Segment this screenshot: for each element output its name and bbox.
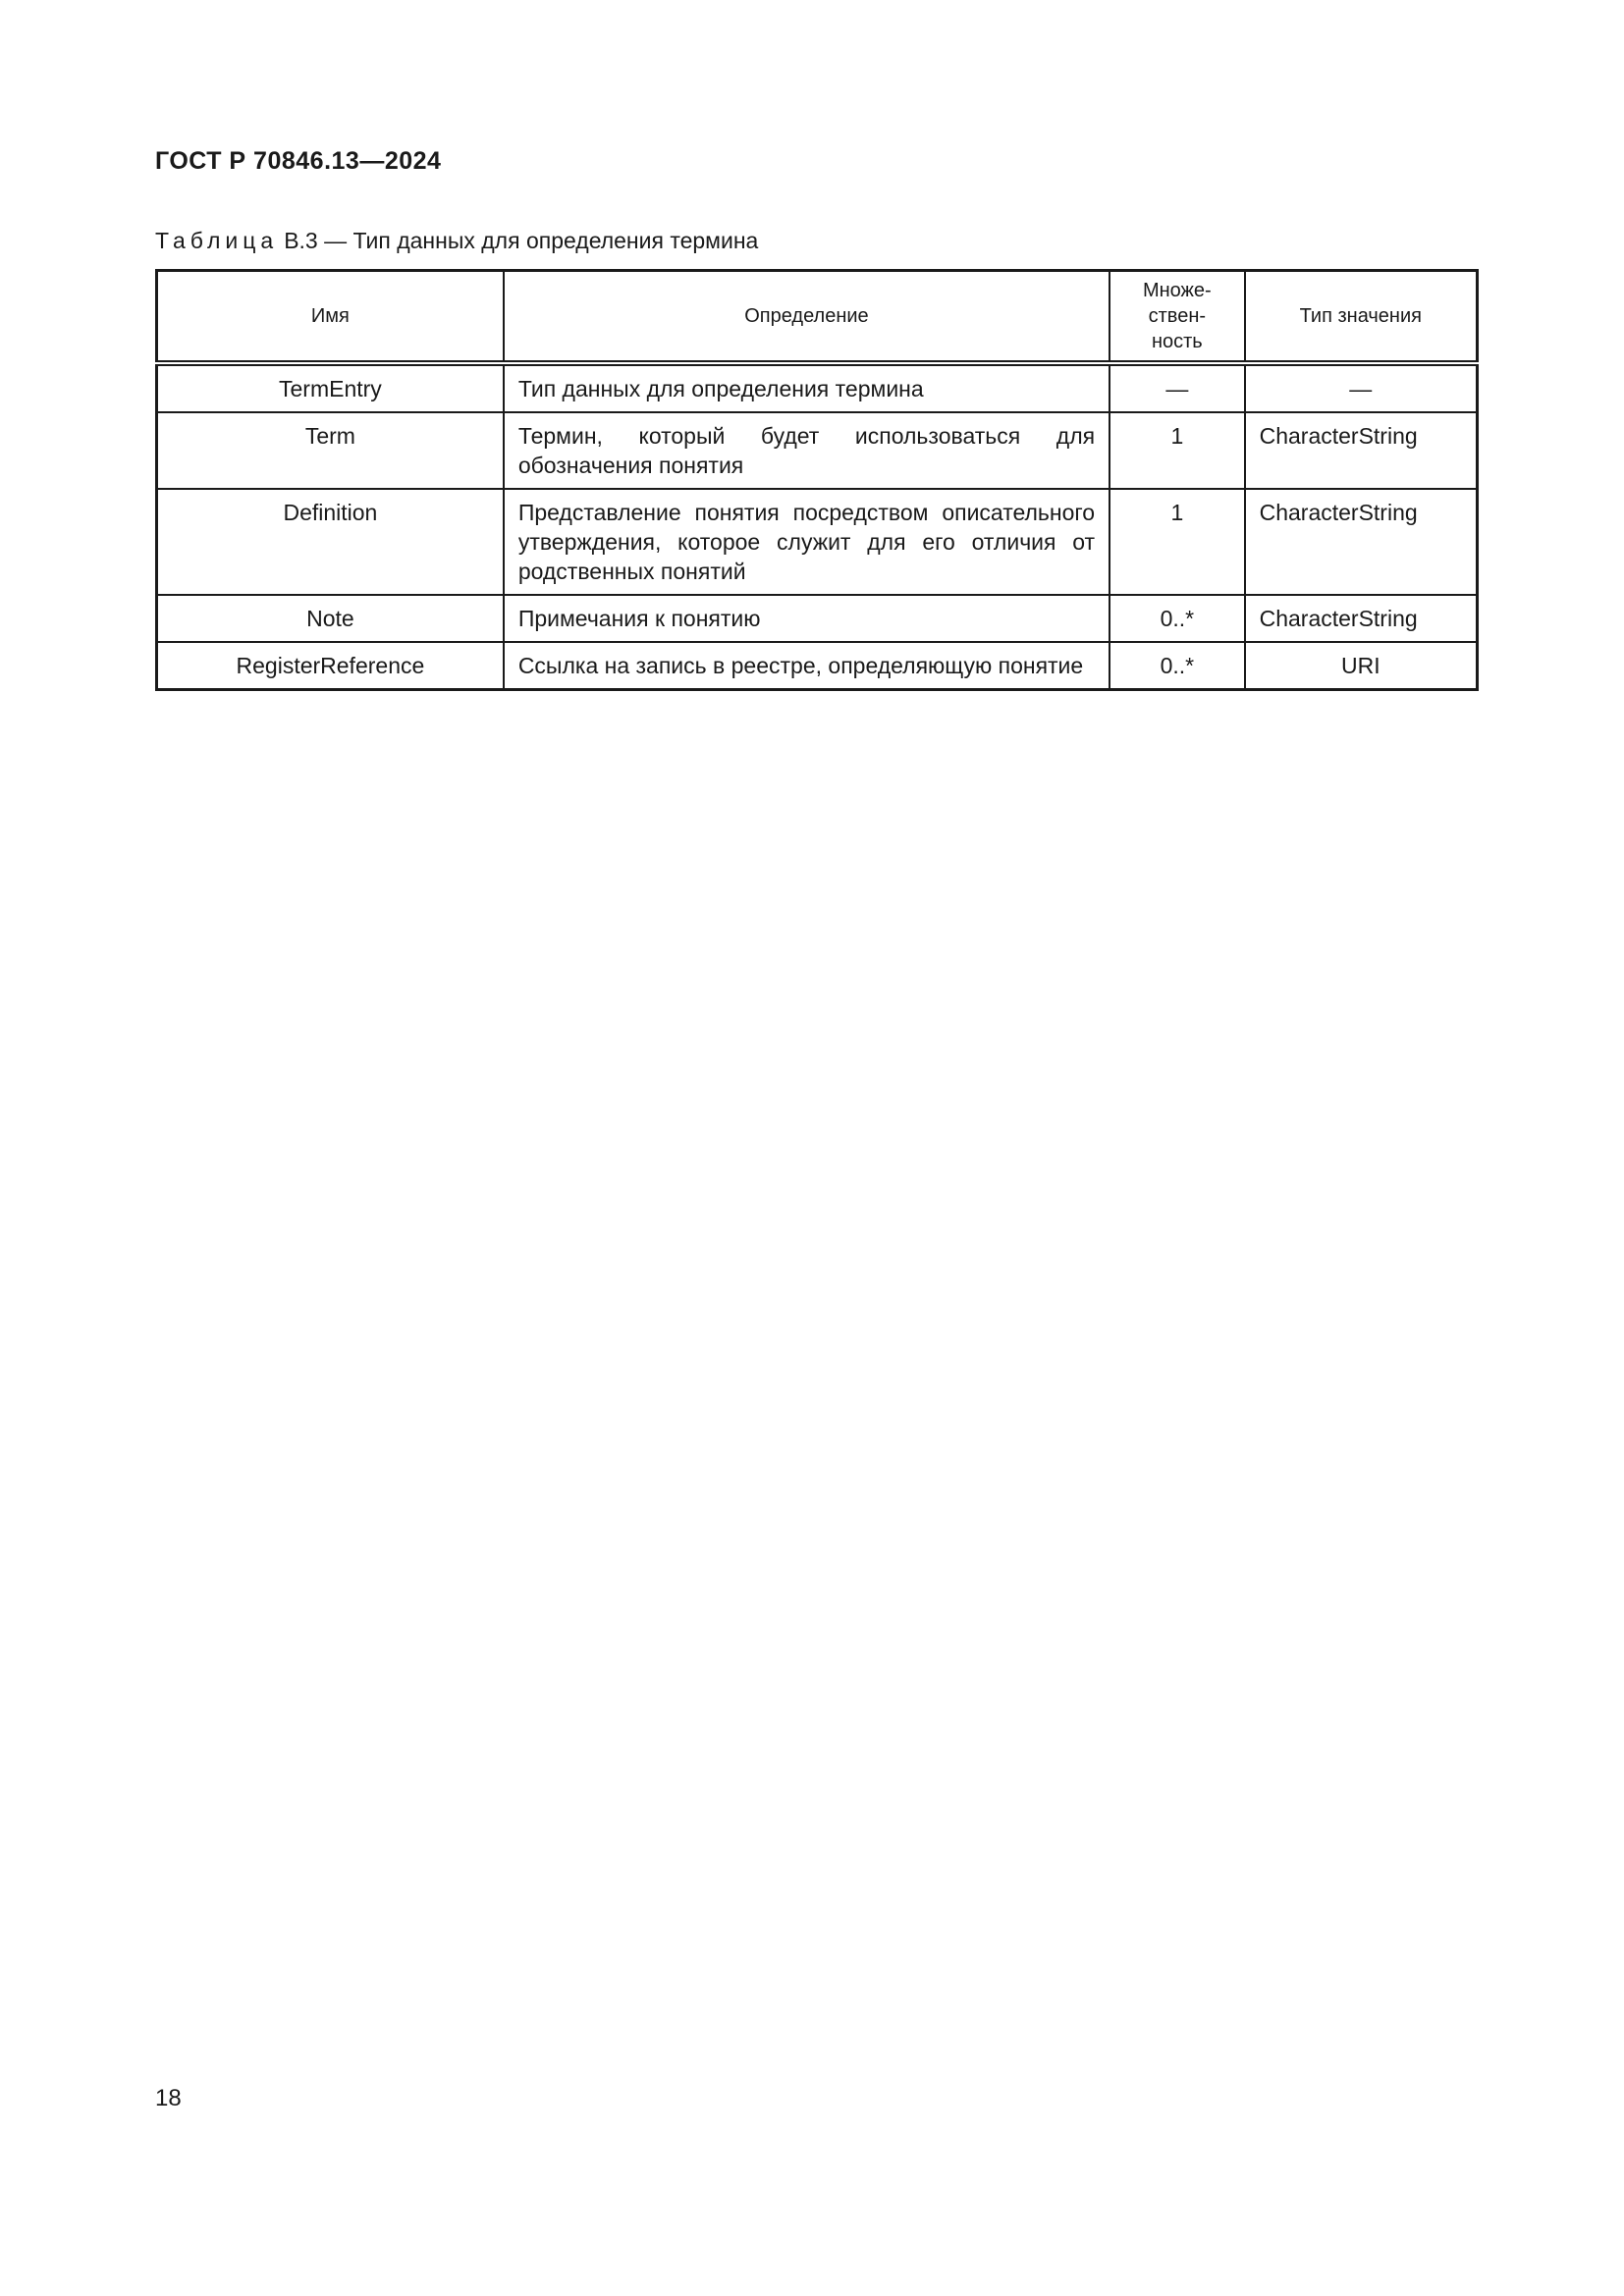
cell-name: RegisterReference xyxy=(157,642,504,690)
cell-definition: Тип данных для определения термина xyxy=(504,363,1110,412)
document-standard-title: ГОСТ Р 70846.13—2024 xyxy=(155,147,442,175)
column-header-multiplicity: Множе- ствен- ность xyxy=(1110,271,1245,364)
table-caption-word: Таблица xyxy=(155,228,279,253)
cell-multiplicity: 0..* xyxy=(1110,595,1245,642)
table-row xyxy=(157,363,1478,412)
cell-name: Note xyxy=(157,595,504,642)
column-header-name: Имя xyxy=(157,271,504,364)
cell-multiplicity: 1 xyxy=(1110,412,1245,489)
cell-multiplicity: — xyxy=(1110,363,1245,412)
cell-definition: Термин, который будет использоваться для обозначения понятия xyxy=(504,412,1110,489)
cell-value-type: CharacterString xyxy=(1245,595,1478,642)
table-caption xyxy=(155,228,758,254)
cell-definition: Ссылка на запись в реестре, определяющую понятие xyxy=(504,642,1110,690)
table-row xyxy=(157,642,1478,690)
column-header-definition: Определение xyxy=(504,271,1110,364)
cell-name: TermEntry xyxy=(157,363,504,412)
table-row xyxy=(157,489,1478,595)
table-row xyxy=(157,412,1478,489)
cell-value-type: CharacterString xyxy=(1245,489,1478,595)
table-caption-text: В.3 — Тип данных для определения термина xyxy=(284,228,759,253)
cell-definition: Представление понятия посредством описательного утверждения, которое служит для его отличия от родственных понятий xyxy=(504,489,1110,595)
table-row xyxy=(157,595,1478,642)
cell-name: Term xyxy=(157,412,504,489)
cell-value-type: URI xyxy=(1245,642,1478,690)
cell-value-type: CharacterString xyxy=(1245,412,1478,489)
table-header-row xyxy=(157,271,1478,364)
cell-definition: Примечания к понятию xyxy=(504,595,1110,642)
cell-multiplicity: 0..* xyxy=(1110,642,1245,690)
cell-multiplicity: 1 xyxy=(1110,489,1245,595)
term-entry-table xyxy=(155,269,1479,691)
cell-name: Definition xyxy=(157,489,504,595)
cell-value-type: — xyxy=(1245,363,1478,412)
column-header-value-type: Тип значения xyxy=(1245,271,1478,364)
page-number: 18 xyxy=(155,2085,182,2111)
